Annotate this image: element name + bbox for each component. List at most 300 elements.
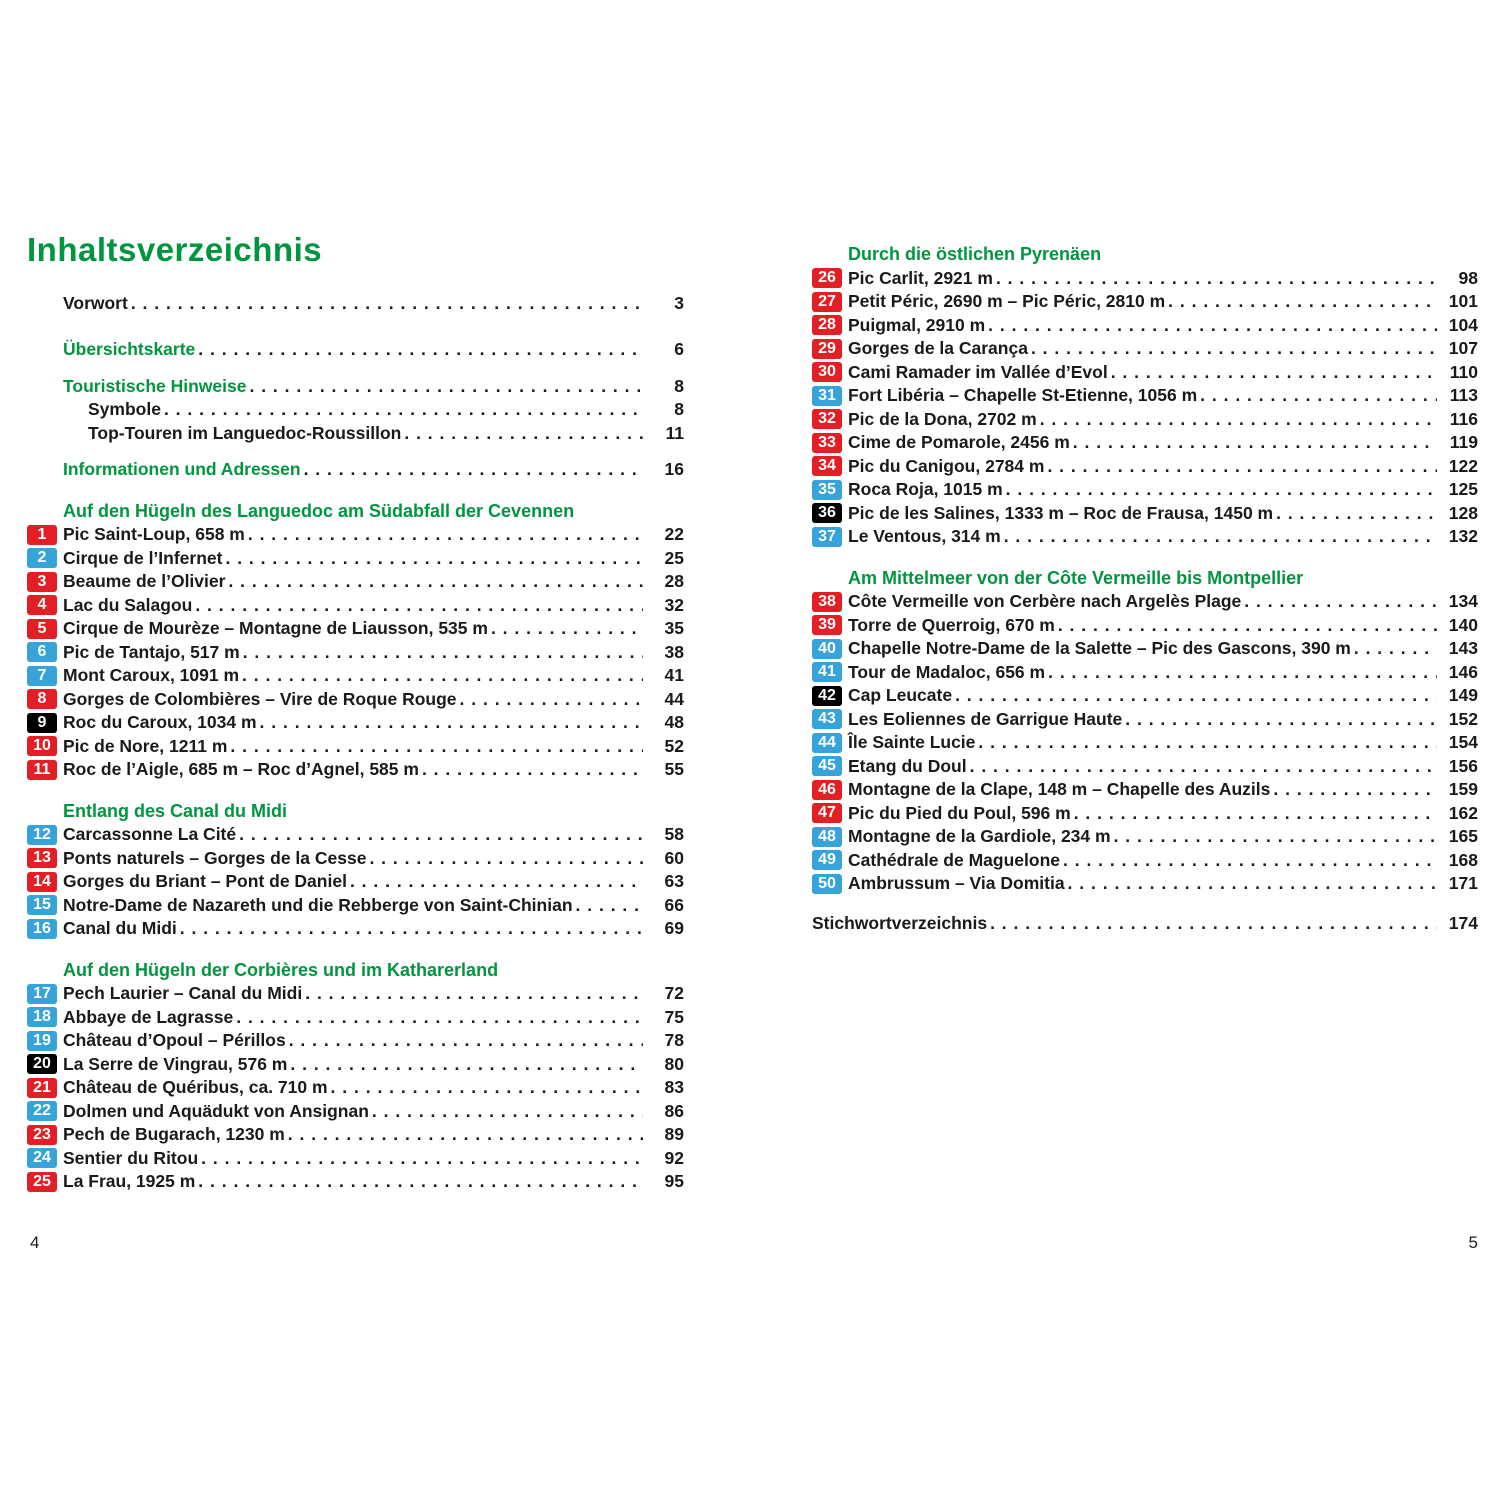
toc-entry [27,641,684,665]
tour-title: Montagne de la Gardiole, 234 m [848,826,1111,846]
section-heading: Durch die östlichen Pyrenäen [848,244,1102,264]
index-label: Stichwortverzeichnis [812,912,988,933]
page-ref: 28 [664,571,684,592]
toc-entry [27,1029,684,1053]
front-matter-list [27,292,684,482]
front-matter-label: Informationen und Adressen [63,459,301,480]
dot-leader [289,1029,643,1053]
dot-leader [1168,290,1437,314]
tour-number-badge: 31 [812,386,842,406]
toc-entry [27,735,684,759]
toc-entry [812,661,1478,685]
tour-title: Puigmal, 2910 m [848,314,986,335]
tour-title: Petit Péric, 2690 m – Pic Péric, 2810 m [848,291,1166,311]
toc-entry [27,664,684,688]
tour-number-badge: 20 [27,1054,57,1074]
tour-title: Abbaye de Lagrasse [63,1006,234,1027]
page-ref: 119 [1449,432,1478,452]
dot-leader [1244,590,1437,614]
tour-number-badge: 46 [812,780,842,800]
page-ref: 22 [664,524,684,545]
page-ref: 140 [1448,614,1478,635]
page-ref: 113 [1449,385,1478,405]
dot-leader [1063,849,1437,873]
toc-entry [27,823,684,847]
section-heading: Am Mittelmeer von der Côte Vermeille bis Montpellier [848,567,1304,588]
dot-leader [369,847,643,871]
toc-entry [27,617,684,641]
toc-entry [812,684,1478,708]
page-ref: 63 [664,871,684,892]
tour-title: La Serre de Vingrau, 576 m [63,1053,288,1074]
tour-number-badge: 10 [27,736,57,756]
dot-leader [1114,825,1437,849]
toc-entry [812,267,1478,291]
dot-leader [195,594,643,618]
dot-leader [180,917,643,941]
dot-leader [955,684,1437,708]
page-ref: 154 [1448,732,1478,752]
tour-title: Canal du Midi [63,918,177,939]
right-sections [812,243,1478,896]
tour-number-badge: 37 [812,527,842,547]
tour-number-badge: 17 [27,984,57,1004]
tour-title: Tour de Madaloc, 656 m [848,661,1046,682]
tour-number-badge: 12 [27,825,57,845]
tour-number-badge: 34 [812,456,842,476]
dot-leader [239,823,643,847]
dot-leader [198,1170,643,1194]
tour-title: Pic du Canigou, 2784 m [848,455,1045,476]
toc-entry [812,590,1478,614]
tour-title: Pic de les Salines, 1333 m – Roc de Frausa, 1450 m [848,502,1274,523]
toc-entry [812,849,1478,873]
tour-number-badge: 3 [27,572,57,592]
page-ref: 11 [665,422,684,443]
page-ref: 69 [664,918,684,939]
toc-entry [27,1147,684,1171]
dot-leader [491,617,643,641]
page-ref: 83 [664,1077,684,1098]
page-ref: 162 [1448,802,1478,823]
page-ref: 8 [674,375,684,396]
dot-leader [198,338,643,362]
dot-leader [1354,637,1437,661]
right-page [812,243,1478,935]
dot-leader [1031,337,1437,361]
tour-title: Ponts naturels – Gorges de la Cesse [63,847,367,868]
tour-title: Ambrussum – Via Domitia [848,873,1065,893]
tour-title: Pic Carlit, 2921 m [848,267,993,288]
page-ref: 152 [1448,708,1478,729]
tour-number-badge: 32 [812,409,842,429]
page-ref: 52 [664,735,684,756]
dot-leader [988,314,1437,338]
tour-number-badge: 33 [812,433,842,453]
dot-leader [1125,708,1437,732]
dot-leader [460,688,643,712]
tour-title: Sentier du Ritou [63,1147,199,1168]
tour-title: Château de Quéribus, ca. 710 m [63,1077,328,1098]
page-ref: 8 [674,399,684,420]
tour-title: Mont Caroux, 1091 m [63,665,240,686]
page-ref: 104 [1448,314,1478,335]
tour-number-badge: 14 [27,872,57,892]
toc-entry [27,711,684,735]
toc-entry [27,523,684,547]
tour-title: Roc du Caroux, 1034 m [63,712,257,733]
tour-number-badge: 27 [812,292,842,312]
page-ref: 168 [1448,849,1478,870]
tour-number-badge: 28 [812,315,842,335]
tour-title: Pic Saint-Loup, 658 m [63,524,245,545]
page-ref: 132 [1448,526,1478,546]
tour-title: Torre de Querroig, 670 m [848,614,1055,635]
index-entry [812,912,1478,936]
tour-number-badge: 43 [812,709,842,729]
page-ref: 38 [664,641,684,662]
page-ref: 171 [1448,873,1478,893]
tour-number-badge: 29 [812,339,842,359]
front-matter-entry [27,398,684,422]
front-group [27,338,684,362]
tour-title: Gorges de Colombières – Vire de Roque Rouge [63,688,457,709]
toc-section [27,959,684,1194]
tour-number-badge: 4 [27,595,57,615]
tour-number-badge: 15 [27,895,57,915]
toc-section [27,800,684,941]
tour-title: Roca Roja, 1015 m [848,479,1003,499]
page-ref: 156 [1448,755,1478,776]
tour-title: Les Eoliennes de Garrigue Haute [848,708,1123,729]
dot-leader [1047,455,1437,479]
toc-entry [27,1100,684,1124]
toc-entry [812,778,1478,802]
tour-title: Dolmen und Aquädukt von Ansignan [63,1100,369,1121]
front-matter-label: Top-Touren im Languedoc-Roussillon [88,422,402,443]
tour-number-badge: 16 [27,919,57,939]
tour-title: Fort Libéria – Chapelle St-Etienne, 1056 m [848,385,1198,405]
page-ref: 149 [1448,685,1478,705]
toc-section [812,243,1478,549]
dot-leader [970,755,1437,779]
tour-number-badge: 36 [812,503,842,523]
tour-title: Cathédrale de Maguelone [848,849,1060,870]
section-heading: Auf den Hügeln der Corbières und im Katharerland [63,959,499,980]
page-ref: 134 [1448,591,1478,611]
toc-entry [812,614,1478,638]
page-ref: 92 [664,1147,684,1168]
dot-leader [1040,408,1437,432]
tour-number-badge: 8 [27,689,57,709]
dot-leader [996,267,1437,291]
tour-title: Roc de l’Aigle, 685 m – Roc d’Agnel, 585 m [63,759,419,780]
toc-entry [812,708,1478,732]
toc-entry [812,408,1478,432]
page-ref: 75 [664,1006,684,1027]
dot-leader [304,458,643,482]
toc-entry [27,982,684,1006]
toc-entry [27,547,684,571]
dot-leader [404,422,643,446]
tour-title: Pic du Pied du Poul, 596 m [848,802,1071,823]
left-page [27,233,684,1194]
page-ref: 3 [674,292,684,313]
toc-entry [27,594,684,618]
page-ref: 101 [1448,291,1478,311]
front-matter-label: Übersichtskarte [63,339,196,360]
section-heading: Auf den Hügeln des Languedoc am Südabfall der Cevennen [63,500,575,521]
tour-number-badge: 38 [812,592,842,612]
tour-title: Pic de la Dona, 2702 m [848,408,1037,429]
dot-leader [201,1147,643,1171]
front-group [27,292,684,316]
toc-entry [812,825,1478,849]
page-ref: 35 [664,618,684,639]
page-ref: 86 [664,1100,684,1121]
dot-leader [1004,525,1437,549]
tour-title: Cami Ramader im Vallée d’Evol [848,361,1108,382]
tour-number-badge: 22 [27,1101,57,1121]
page-ref: 125 [1448,479,1478,499]
dot-leader [230,735,643,759]
tour-number-badge: 35 [812,480,842,500]
toc-entry [27,688,684,712]
dot-leader [1073,431,1437,455]
folio-left: 4 [30,1233,40,1252]
tour-title: Gorges de la Carança [848,338,1028,358]
tour-title: Cap Leucate [848,685,953,705]
toc-section [27,500,684,782]
dot-leader [243,641,643,665]
tour-title: Gorges du Briant – Pont de Daniel [63,871,347,892]
page-ref: 95 [664,1171,684,1192]
tour-title: Pic de Nore, 1211 m [63,735,228,756]
toc-entry [27,1170,684,1194]
dot-leader [305,982,643,1006]
tour-title: Pech de Bugarach, 1230 m [63,1124,285,1145]
dot-leader [1068,872,1437,896]
dot-leader [1074,802,1437,826]
page-ref: 107 [1448,338,1478,358]
page-ref: 98 [1458,267,1478,288]
toc-entry [812,290,1478,314]
left-sections [27,500,684,1194]
tour-number-badge: 39 [812,615,842,635]
front-matter-entry [27,338,684,362]
dot-leader [248,523,643,547]
front-matter-label: Touristische Hinweise [63,375,247,396]
dot-leader [242,664,643,688]
tour-number-badge: 19 [27,1031,57,1051]
tour-title: Carcassonne La Cité [63,824,237,845]
dot-leader [131,292,643,316]
page-ref: 116 [1449,408,1478,429]
tour-number-badge: 7 [27,666,57,686]
page-ref: 25 [664,547,684,568]
tour-number-badge: 40 [812,639,842,659]
front-matter-label: Symbole [88,399,161,420]
dot-leader [1058,614,1437,638]
page-ref: 66 [664,894,684,915]
page-ref: 16 [664,459,684,480]
tour-number-badge: 45 [812,756,842,776]
dot-leader [228,570,643,594]
tour-title: Montagne de la Clape, 148 m – Chapelle des Auzils [848,779,1271,799]
page-ref: 58 [664,824,684,845]
toc-entry [812,502,1478,526]
tour-number-badge: 25 [27,1172,57,1192]
tour-number-badge: 13 [27,848,57,868]
toc-entry [812,361,1478,385]
tour-title: Cirque de l’Infernet [63,547,223,568]
toc-entry [27,1053,684,1077]
front-matter-entry [27,458,684,482]
front-group [27,458,684,482]
tour-title: Île Sainte Lucie [848,732,976,752]
tour-number-badge: 5 [27,619,57,639]
page-ref: 78 [664,1030,684,1051]
tour-number-badge: 26 [812,268,842,288]
tour-number-badge: 23 [27,1125,57,1145]
toc-entry [812,478,1478,502]
toc-entry [812,872,1478,896]
toc-entry [812,455,1478,479]
toc-entry [27,917,684,941]
tour-number-badge: 24 [27,1148,57,1168]
toc-entry [27,1123,684,1147]
page-ref: 72 [664,983,684,1004]
dot-leader [1273,778,1437,802]
toc-entry [812,525,1478,549]
page-ref: 146 [1448,661,1478,682]
toc-entry [812,431,1478,455]
dot-leader [1111,361,1437,385]
dot-leader [1048,661,1437,685]
toc-entry [27,1076,684,1100]
toc-section [812,567,1478,896]
toc-entry [27,758,684,782]
page-ref: 32 [664,594,684,615]
toc-entry [27,570,684,594]
toc-entry [27,847,684,871]
page-ref: 110 [1449,361,1478,382]
dot-leader [1276,502,1437,526]
page-ref: 122 [1448,455,1478,476]
tour-number-badge: 50 [812,874,842,894]
toc-entry [27,1006,684,1030]
dot-leader [1200,384,1437,408]
tour-number-badge: 49 [812,850,842,870]
page-ref: 80 [664,1053,684,1074]
tour-number-badge: 42 [812,686,842,706]
tour-number-badge: 21 [27,1078,57,1098]
toc-entry [27,894,684,918]
toc-entry [812,337,1478,361]
tour-title: Cime de Pomarole, 2456 m [848,432,1070,452]
front-matter-entry [27,375,684,399]
dot-leader [164,398,643,422]
page-ref: 55 [664,759,684,780]
page-ref: 128 [1448,502,1478,523]
toc-entry [812,802,1478,826]
toc-entry [812,384,1478,408]
dot-leader [978,731,1437,755]
page-ref: 165 [1448,826,1478,846]
dot-leader [576,894,643,918]
dot-leader [990,912,1437,936]
dot-leader [372,1100,643,1124]
page-ref: 41 [664,665,684,686]
tour-number-badge: 9 [27,713,57,733]
tour-number-badge: 6 [27,642,57,662]
tour-number-badge: 2 [27,548,57,568]
tour-number-badge: 18 [27,1007,57,1027]
tour-title: Lac du Salagou [63,594,193,615]
toc-entry [812,755,1478,779]
page-ref: 6 [674,339,684,360]
dot-leader [288,1123,643,1147]
toc-entry [812,731,1478,755]
page-ref: 44 [664,688,684,709]
tour-title: Pech Laurier – Canal du Midi [63,983,303,1004]
tour-title: Chapelle Notre-Dame de la Salette – Pic des Gascons, 390 m [848,638,1351,658]
section-heading: Entlang des Canal du Midi [63,800,288,821]
tour-number-badge: 30 [812,362,842,382]
page-ref: 174 [1448,912,1478,933]
front-matter-entry [27,292,684,316]
dot-leader [422,758,643,782]
page-ref: 159 [1448,779,1478,799]
page-ref: 89 [664,1124,684,1145]
front-matter-entry [27,422,684,446]
folio-right: 5 [1468,1233,1478,1252]
tour-title: Beaume de l’Olivier [63,571,226,592]
tour-title: Côte Vermeille von Cerbère nach Argelès Plage [848,591,1242,611]
tour-title: Notre-Dame de Nazareth und die Rebberge von Saint-Chinian [63,894,573,915]
dot-leader [350,870,643,894]
tour-number-badge: 47 [812,803,842,823]
front-matter-label: Vorwort [63,292,128,313]
page-ref: 143 [1448,638,1478,658]
dot-leader [236,1006,643,1030]
tour-number-badge: 11 [27,760,57,780]
front-group [27,375,684,446]
page-title: Inhaltsverzeichnis [27,231,323,268]
tour-title: Cirque de Mourèze – Montagne de Liausson, 535 m [63,618,488,639]
tour-number-badge: 1 [27,525,57,545]
tour-number-badge: 41 [812,662,842,682]
tour-title: La Frau, 1925 m [63,1171,196,1192]
dot-leader [290,1053,643,1077]
page-ref: 60 [664,847,684,868]
tour-title: Le Ventous, 314 m [848,526,1001,546]
toc-entry [812,637,1478,661]
dot-leader [249,375,643,399]
toc-entry [27,870,684,894]
tour-title: Etang du Doul [848,755,967,776]
tour-number-badge: 48 [812,827,842,847]
tour-title: Pic de Tantajo, 517 m [63,641,240,662]
dot-leader [260,711,643,735]
dot-leader [331,1076,643,1100]
tour-title: Château d’Opoul – Périllos [63,1030,286,1051]
dot-leader [1006,478,1437,502]
dot-leader [225,547,643,571]
tour-number-badge: 44 [812,733,842,753]
toc-entry [812,314,1478,338]
page-ref: 48 [664,712,684,733]
